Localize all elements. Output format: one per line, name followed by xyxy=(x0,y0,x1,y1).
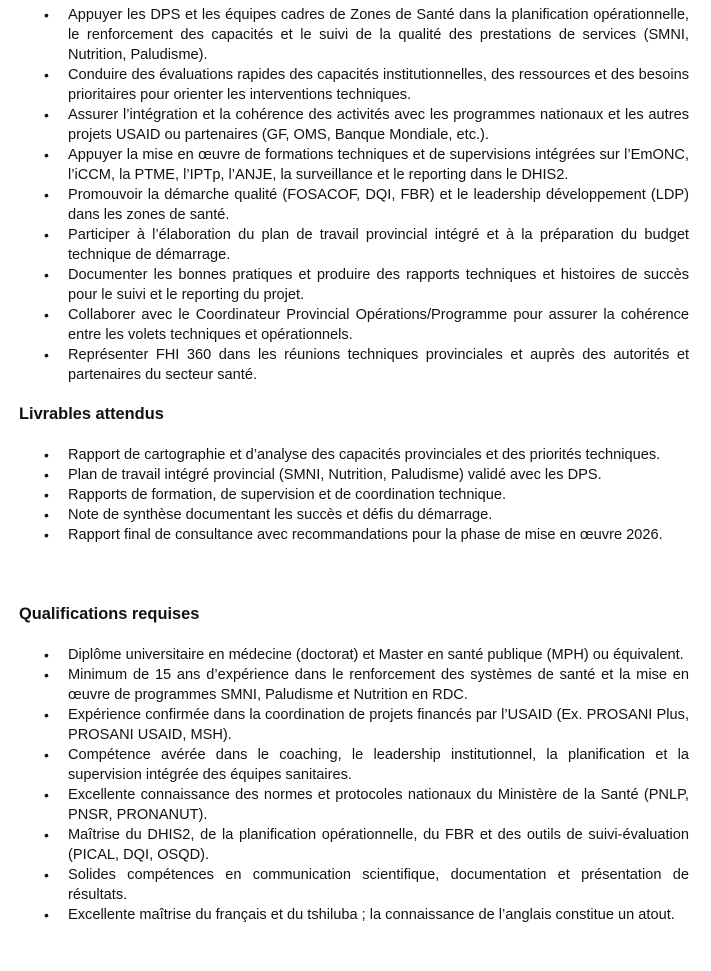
bullet-icon: • xyxy=(44,67,49,83)
list-item xyxy=(0,705,711,745)
list-item xyxy=(0,445,711,465)
bullet-icon: • xyxy=(44,667,49,683)
bullet-icon: • xyxy=(44,467,49,483)
list-item-text: Compétence avérée dans le coaching, le leadership institutionnel, la planification et la supervision intégrée des équipes sanitaires. xyxy=(68,747,689,783)
list-item xyxy=(0,665,711,705)
list-item xyxy=(0,185,711,225)
bullet-icon: • xyxy=(44,647,49,663)
list-item-text: Note de synthèse documentant les succès et défis du démarrage. xyxy=(68,507,493,523)
bullet-icon: • xyxy=(44,187,49,203)
list-item xyxy=(0,645,711,665)
list-item-text: Rapport de cartographie et d’analyse des capacités provinciales et des priorités techniques. xyxy=(68,447,661,463)
list-item xyxy=(0,225,711,265)
list-item-text: Assurer l’intégration et la cohérence des activités avec les programmes nationaux et les autres projets USAID ou partenaires (GF, OMS, Banque Mondiale, etc.). xyxy=(68,107,689,143)
list-item xyxy=(0,745,711,785)
bullet-icon: • xyxy=(44,147,49,163)
list-item xyxy=(0,865,711,905)
qualifications-list xyxy=(0,645,711,925)
list-item xyxy=(0,345,711,385)
bullet-icon: • xyxy=(44,307,49,323)
list-item-text: Rapport final de consultance avec recommandations pour la phase de mise en œuvre 2026. xyxy=(68,527,663,543)
bullet-icon: • xyxy=(44,867,49,883)
list-item xyxy=(0,465,711,485)
list-item xyxy=(0,525,711,545)
list-item-text: Excellente maîtrise du français et du tshiluba ; la connaissance de l’anglais constitue un atout. xyxy=(68,907,675,923)
list-item xyxy=(0,505,711,525)
list-item-text: Minimum de 15 ans d’expérience dans le renforcement des systèmes de santé et la mise en œuvre de programmes SMNI, Paludisme et Nutrition en RDC. xyxy=(68,667,689,703)
deliverables-heading: Livrables attendus xyxy=(19,405,164,423)
list-item-text: Participer à l’élaboration du plan de travail provincial intégré et à la préparation du budget technique de démarrage. xyxy=(68,227,689,263)
list-item xyxy=(0,65,711,105)
bullet-icon: • xyxy=(44,7,49,23)
list-item xyxy=(0,305,711,345)
list-item-text: Rapports de formation, de supervision et de coordination technique. xyxy=(68,487,507,503)
bullet-icon: • xyxy=(44,527,49,543)
bullet-icon: • xyxy=(44,227,49,243)
list-item-text: Maîtrise du DHIS2, de la planification opérationnelle, du FBR et des outils de suivi-évaluation (PICAL, DQI, OSQD). xyxy=(68,827,689,863)
responsibilities-list xyxy=(0,5,711,385)
list-item-text: Diplôme universitaire en médecine (doctorat) et Master en santé publique (MPH) ou équivalent. xyxy=(68,647,684,663)
list-item xyxy=(0,105,711,145)
bullet-icon: • xyxy=(44,347,49,363)
list-item xyxy=(0,485,711,505)
list-item xyxy=(0,5,711,65)
list-item-text: Plan de travail intégré provincial (SMNI, Nutrition, Paludisme) validé avec les DPS. xyxy=(68,467,602,483)
responsibilities-section xyxy=(0,5,711,385)
list-item-text: Promouvoir la démarche qualité (FOSACOF, DQI, FBR) et le leadership développement (LDP) dans les zones de santé. xyxy=(68,187,689,223)
list-item-text: Représenter FHI 360 dans les réunions techniques provinciales et auprès des autorités et partenaires du secteur santé. xyxy=(68,347,689,383)
bullet-icon: • xyxy=(44,907,49,923)
bullet-icon: • xyxy=(44,507,49,523)
bullet-icon: • xyxy=(44,267,49,283)
list-item xyxy=(0,265,711,305)
bullet-icon: • xyxy=(44,827,49,843)
list-item-text: Appuyer les DPS et les équipes cadres de Zones de Santé dans la planification opérationnelle, le renforcement des capacités et le suivi de la qualité des prestations de services (SMNI, Nutrition, Paludisme). xyxy=(68,7,689,63)
bullet-icon: • xyxy=(44,787,49,803)
list-item xyxy=(0,905,711,925)
list-item xyxy=(0,785,711,825)
list-item-text: Appuyer la mise en œuvre de formations techniques et de supervisions intégrées sur l’EmONC, l’iCCM, la PTME, l’IPTp, l’ANJE, la surveillance et le reporting dans le DHIS2. xyxy=(68,147,689,183)
list-item-text: Expérience confirmée dans la coordination de projets financés par l’USAID (Ex. PROSANI Plus, PROSANI USAID, MSH). xyxy=(68,707,689,743)
bullet-icon: • xyxy=(44,707,49,723)
bullet-icon: • xyxy=(44,447,49,463)
list-item xyxy=(0,825,711,865)
list-item-text: Documenter les bonnes pratiques et produire des rapports techniques et histoires de succès pour le suivi et le reporting du projet. xyxy=(68,267,689,303)
deliverables-list xyxy=(0,445,711,545)
list-item-text: Solides compétences en communication scientifique, documentation et présentation de résultats. xyxy=(68,867,689,903)
list-item-text: Collaborer avec le Coordinateur Provincial Opérations/Programme pour assurer la cohérence entre les volets techniques et opérationnels. xyxy=(68,307,689,343)
qualifications-heading: Qualifications requises xyxy=(19,605,200,623)
bullet-icon: • xyxy=(44,107,49,123)
list-item-text: Excellente connaissance des normes et protocoles nationaux du Ministère de la Santé (PNLP, PNSR, PRONANUT). xyxy=(68,787,689,823)
list-item xyxy=(0,145,711,185)
deliverables-section xyxy=(0,445,711,545)
bullet-icon: • xyxy=(44,747,49,763)
list-item-text: Conduire des évaluations rapides des capacités institutionnelles, des ressources et des besoins prioritaires pour orienter les interventions techniques. xyxy=(68,67,689,103)
qualifications-section xyxy=(0,645,711,925)
bullet-icon: • xyxy=(44,487,49,503)
